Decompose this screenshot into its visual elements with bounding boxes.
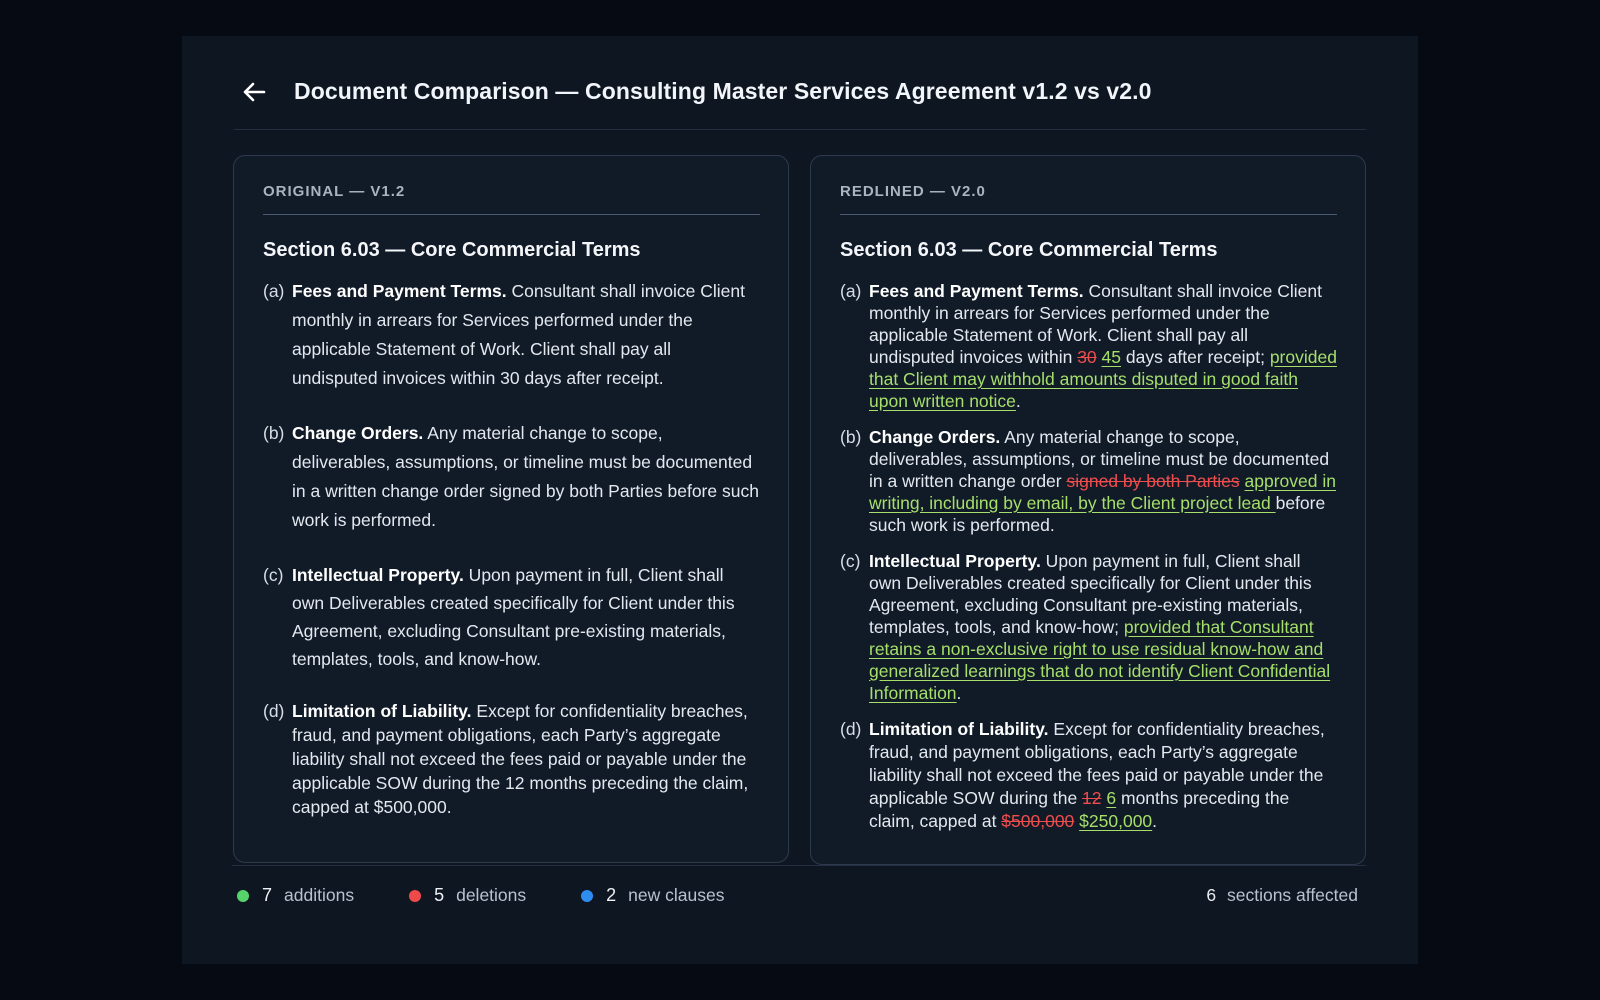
clause-text: . xyxy=(956,683,962,703)
new-clauses-count: 2 xyxy=(606,885,617,905)
deleted-text: 30 xyxy=(1077,347,1097,367)
deletions-dot-icon xyxy=(409,890,421,902)
clause-body xyxy=(869,280,1337,412)
change-summary-bar xyxy=(232,865,1366,925)
clause-heading: Limitation of Liability. xyxy=(869,719,1049,739)
clause-text: Upon payment in full, Client shall own Deliverables created specifically for Client under this Agreement, excluding Consultant pre-existing materials, templates, tools, and know-how. xyxy=(292,565,735,669)
clause-body xyxy=(292,699,760,819)
clause-text: Except for confidentiality breaches, fraud, and payment obligations, each Party’s aggregate liability shall not exceed the fees paid or payable under the applicable SOW during the xyxy=(869,719,1325,808)
sections-affected-label: sections affected xyxy=(1226,885,1358,905)
redlined-clause xyxy=(840,550,1337,704)
deleted-text: $500,000 xyxy=(1001,811,1075,831)
back-button[interactable] xyxy=(240,78,268,106)
original-clause xyxy=(263,277,760,393)
deletions-count: 5 xyxy=(434,885,445,905)
clause-heading: Fees and Payment Terms. xyxy=(292,281,507,301)
clause-text: Except for confidentiality breaches, fraud, and payment obligations, each Party’s aggregate liability shall not exceed the fees paid or payable under the applicable SOW during the 12 months preceding the claim, capped at $500,000. xyxy=(292,701,749,817)
clause-heading: Change Orders. xyxy=(869,427,1001,447)
clause-heading: Limitation of Liability. xyxy=(292,701,472,721)
clause-letter: (b) xyxy=(840,427,862,447)
new-clauses-label: new clauses xyxy=(628,885,725,905)
clause-body xyxy=(292,419,760,535)
original-section-title: Section 6.03 — Core Commercial Terms xyxy=(263,239,641,261)
sections-affected-count: 6 xyxy=(1206,885,1217,905)
clause-text: . xyxy=(1015,391,1021,411)
clause-text: Upon payment in full, Client shall own Deliverables created specifically for Client under this Agreement, excluding Consultant pre-existing materials, templates, tools, and know-how; xyxy=(869,551,1312,637)
original-clause xyxy=(263,561,760,673)
clause-text: Any material change to scope, deliverables, assumptions, or timeline must be documented in a written change order xyxy=(869,427,1330,491)
original-clause xyxy=(263,699,760,819)
inserted-text: 6 xyxy=(1106,788,1117,808)
clause-text: days after receipt; xyxy=(1121,347,1270,367)
clause-body xyxy=(292,561,760,673)
clause-text: Consultant shall invoice Client monthly in arrears for Services performed under the applicable Statement of Work. Client shall pay all undisputed invoices within 30 days after receipt. xyxy=(292,281,745,388)
inserted-text: approved in writing, including by email, by the Client project lead xyxy=(869,471,1336,513)
redlined-section-title: Section 6.03 — Core Commercial Terms xyxy=(840,239,1218,261)
original-panel xyxy=(233,155,789,863)
clause-heading: Change Orders. xyxy=(292,423,424,443)
original-clauses xyxy=(263,277,760,819)
clause-heading: Intellectual Property. xyxy=(292,565,464,585)
redlined-clauses xyxy=(840,280,1337,833)
clause-text: months preceding the claim, capped at xyxy=(869,788,1290,831)
additions-count: 7 xyxy=(262,885,273,905)
clause-body xyxy=(869,718,1337,833)
clause-letter: (c) xyxy=(840,551,861,571)
page-title: Document Comparison — Consulting Master Services Agreement v1.2 vs v2.0 xyxy=(294,78,1152,104)
clause-text: . xyxy=(1152,811,1158,831)
redlined-clause xyxy=(840,280,1337,412)
redlined-label: REDLINED — V2.0 xyxy=(840,183,1337,215)
additions-stat xyxy=(232,885,354,906)
clause-letter: (a) xyxy=(840,281,862,301)
redlined-clause xyxy=(840,426,1337,536)
original-clause xyxy=(263,419,760,535)
deleted-text: 12 xyxy=(1082,788,1102,808)
clause-heading: Intellectual Property. xyxy=(869,551,1041,571)
comparison-window xyxy=(182,36,1418,964)
new-clauses-stat xyxy=(576,885,724,906)
deletions-label: deletions xyxy=(456,885,527,905)
header xyxy=(234,36,1366,130)
original-label: ORIGINAL — V1.2 xyxy=(263,183,760,215)
clause-body xyxy=(869,550,1337,704)
clause-text: Consultant shall invoice Client monthly in arrears for Services performed under the applicable Statement of Work. Client shall pay all undisputed invoices within xyxy=(869,281,1322,367)
clause-heading: Fees and Payment Terms. xyxy=(869,281,1084,301)
clause-text: before such work is performed. xyxy=(869,493,1326,535)
additions-label: additions xyxy=(284,885,355,905)
new-clauses-dot-icon xyxy=(581,890,593,902)
inserted-text: provided that Client may withhold amounts disputed in good faith upon written notice xyxy=(869,347,1337,411)
clause-text: Any material change to scope, deliverables, assumptions, or timeline must be documented in a written change order signed by both Parties before such work is performed. xyxy=(292,423,759,530)
clause-body xyxy=(292,277,760,393)
clause-letter: (b) xyxy=(263,423,285,443)
deletions-stat xyxy=(404,885,526,906)
redlined-panel xyxy=(810,155,1366,865)
inserted-text: $250,000 xyxy=(1079,811,1153,831)
deleted-text: signed by both Parties xyxy=(1066,471,1240,491)
clause-letter: (c) xyxy=(263,565,284,585)
clause-letter: (a) xyxy=(263,281,285,301)
arrow-left-icon xyxy=(242,81,266,103)
clause-letter: (d) xyxy=(263,701,285,721)
clause-letter: (d) xyxy=(840,719,862,739)
inserted-text: 45 xyxy=(1101,347,1121,367)
clause-body xyxy=(869,426,1337,536)
additions-dot-icon xyxy=(237,890,249,902)
redlined-clause xyxy=(840,718,1337,833)
sections-affected xyxy=(1206,885,1358,906)
inserted-text: provided that Consultant retains a non-exclusive right to use residual know-how and generalized learnings that do not identify Client Confidential Information xyxy=(869,617,1331,703)
